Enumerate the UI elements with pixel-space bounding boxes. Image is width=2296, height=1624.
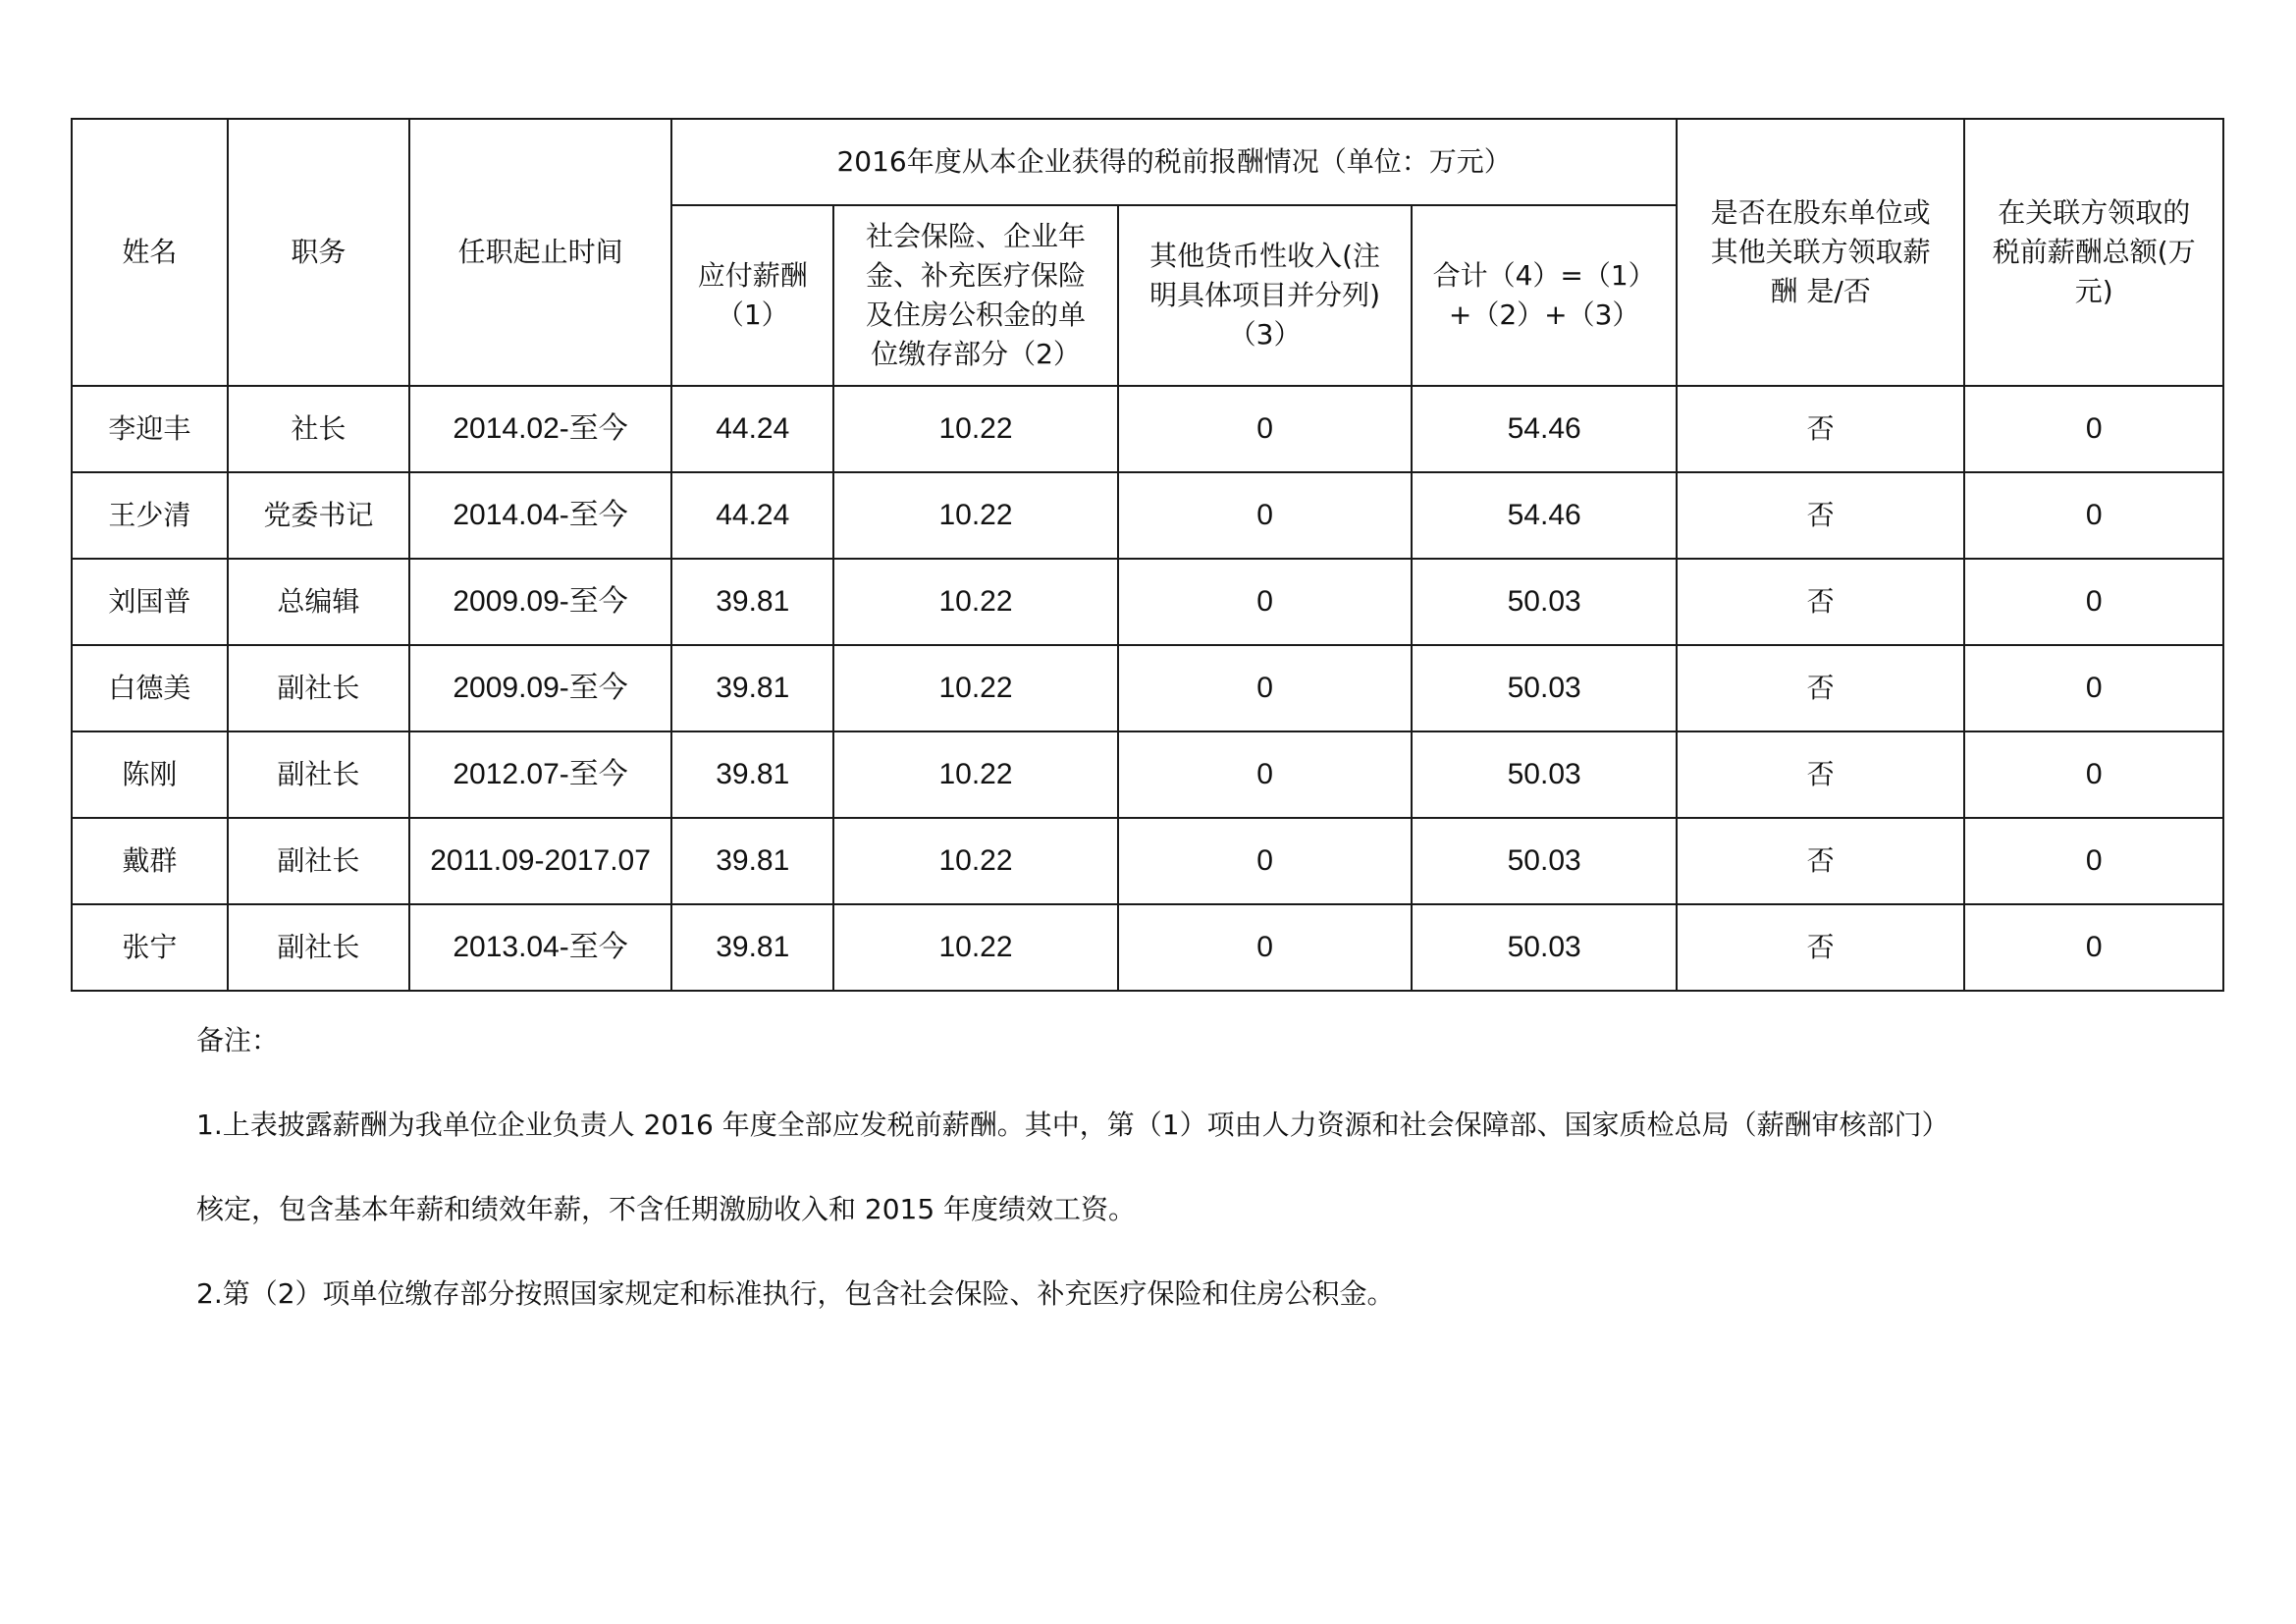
- header-row-top: [72, 119, 2223, 205]
- cell-tenure: 2014.02-至今: [409, 386, 671, 472]
- cell-position: 副社长: [228, 904, 409, 991]
- cell-name: 戴群: [72, 818, 228, 904]
- table-row: [72, 645, 2223, 731]
- header-insurance: 社会保险、企业年 金、补充医疗保险 及住房公积金的单 位缴存部分（2）: [833, 205, 1118, 386]
- cell-other-income: 0: [1118, 904, 1413, 991]
- cell-total: 50.03: [1412, 818, 1676, 904]
- header-other-income: 其他货币性收入(注 明具体项目并分列) （3）: [1118, 205, 1413, 386]
- table-row: [72, 818, 2223, 904]
- notes-section: [196, 1011, 2199, 1349]
- cell-name: 白德美: [72, 645, 228, 731]
- cell-other-income: 0: [1118, 559, 1413, 645]
- cell-other-income: 0: [1118, 472, 1413, 559]
- table-row: [72, 559, 2223, 645]
- cell-shareholder-pay: 否: [1677, 904, 1965, 991]
- header-tenure: 任职起止时间: [409, 119, 671, 386]
- table-body: [72, 386, 2223, 991]
- cell-position: 社长: [228, 386, 409, 472]
- cell-related-party-total: 0: [1964, 645, 2223, 731]
- cell-position: 副社长: [228, 818, 409, 904]
- cell-shareholder-pay: 否: [1677, 731, 1965, 818]
- cell-shareholder-pay: 否: [1677, 645, 1965, 731]
- table-row: [72, 731, 2223, 818]
- cell-total: 50.03: [1412, 731, 1676, 818]
- cell-total: 54.46: [1412, 386, 1676, 472]
- cell-tenure: 2014.04-至今: [409, 472, 671, 559]
- cell-other-income: 0: [1118, 645, 1413, 731]
- header-compensation-group: 2016年度从本企业获得的税前报酬情况（单位：万元）: [671, 119, 1677, 205]
- cell-insurance: 10.22: [833, 386, 1118, 472]
- cell-name: 张宁: [72, 904, 228, 991]
- cell-name: 王少清: [72, 472, 228, 559]
- cell-related-party-total: 0: [1964, 731, 2223, 818]
- cell-other-income: 0: [1118, 731, 1413, 818]
- cell-other-income: 0: [1118, 818, 1413, 904]
- cell-related-party-total: 0: [1964, 818, 2223, 904]
- cell-related-party-total: 0: [1964, 559, 2223, 645]
- note-line: 核定，包含基本年薪和绩效年薪，不含任期激励收入和 2015 年度绩效工资。: [196, 1193, 1137, 1225]
- cell-other-income: 0: [1118, 386, 1413, 472]
- cell-name: 李迎丰: [72, 386, 228, 472]
- cell-insurance: 10.22: [833, 818, 1118, 904]
- cell-position: 副社长: [228, 731, 409, 818]
- cell-related-party-total: 0: [1964, 472, 2223, 559]
- note-line: 1.上表披露薪酬为我单位企业负责人 2016 年度全部应发税前薪酬。其中，第（1）项由人力资源和社会保障部、国家质检总局（薪酬审核部门）: [196, 1109, 1949, 1141]
- cell-insurance: 10.22: [833, 472, 1118, 559]
- cell-shareholder-pay: 否: [1677, 559, 1965, 645]
- header-salary: 应付薪酬 （1）: [671, 205, 833, 386]
- cell-shareholder-pay: 否: [1677, 386, 1965, 472]
- cell-tenure: 2009.09-至今: [409, 559, 671, 645]
- cell-salary: 39.81: [671, 731, 833, 818]
- cell-position: 副社长: [228, 645, 409, 731]
- cell-tenure: 2011.09-2017.07: [409, 818, 671, 904]
- cell-total: 50.03: [1412, 645, 1676, 731]
- cell-insurance: 10.22: [833, 645, 1118, 731]
- cell-salary: 39.81: [671, 818, 833, 904]
- header-name: 姓名: [72, 119, 228, 386]
- header-total: 合计（4）=（1） +（2）+（3）: [1412, 205, 1676, 386]
- cell-related-party-total: 0: [1964, 386, 2223, 472]
- cell-total: 50.03: [1412, 904, 1676, 991]
- cell-shareholder-pay: 否: [1677, 472, 1965, 559]
- cell-shareholder-pay: 否: [1677, 818, 1965, 904]
- cell-related-party-total: 0: [1964, 904, 2223, 991]
- cell-salary: 44.24: [671, 386, 833, 472]
- cell-tenure: 2013.04-至今: [409, 904, 671, 991]
- table-row: [72, 472, 2223, 559]
- cell-total: 50.03: [1412, 559, 1676, 645]
- table-row: [72, 904, 2223, 991]
- header-related-party-total: 在关联方领取的 税前薪酬总额(万 元): [1964, 119, 2223, 386]
- cell-salary: 44.24: [671, 472, 833, 559]
- note-line: 2.第（2）项单位缴存部分按照国家规定和标准执行，包含社会保险、补充医疗保险和住房公积金。: [196, 1277, 1395, 1310]
- notes-title: 备注：: [196, 1024, 280, 1056]
- header-shareholder-pay: 是否在股东单位或 其他关联方领取薪 酬 是/否: [1677, 119, 1965, 386]
- cell-salary: 39.81: [671, 904, 833, 991]
- cell-name: 陈刚: [72, 731, 228, 818]
- cell-position: 总编辑: [228, 559, 409, 645]
- cell-insurance: 10.22: [833, 731, 1118, 818]
- cell-insurance: 10.22: [833, 559, 1118, 645]
- cell-name: 刘国普: [72, 559, 228, 645]
- compensation-table: [71, 118, 2224, 992]
- cell-tenure: 2009.09-至今: [409, 645, 671, 731]
- table-row: [72, 386, 2223, 472]
- cell-salary: 39.81: [671, 645, 833, 731]
- cell-total: 54.46: [1412, 472, 1676, 559]
- cell-salary: 39.81: [671, 559, 833, 645]
- header-position: 职务: [228, 119, 409, 386]
- cell-tenure: 2012.07-至今: [409, 731, 671, 818]
- cell-insurance: 10.22: [833, 904, 1118, 991]
- cell-position: 党委书记: [228, 472, 409, 559]
